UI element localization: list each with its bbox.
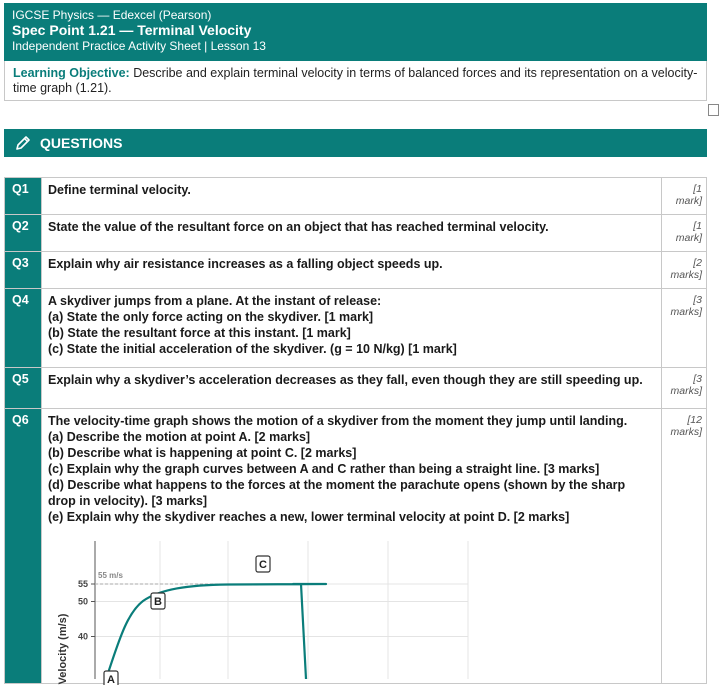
marks-label: [1 xyxy=(693,183,702,195)
questions-table xyxy=(4,177,707,684)
velocity-curve xyxy=(106,584,326,679)
header-banner xyxy=(4,3,707,61)
y-axis-label: Velocity (m/s) xyxy=(57,613,69,685)
point-label: B xyxy=(154,596,162,608)
questions-heading-bar xyxy=(4,129,707,157)
y-tick-label: 55 xyxy=(77,579,88,589)
y-tick-label: 40 xyxy=(77,631,88,642)
page-title: Spec Point 1.21 — Terminal Velocity xyxy=(12,22,252,38)
question-number: Q6 xyxy=(5,409,42,684)
marks-cell xyxy=(662,215,707,252)
question-text xyxy=(42,368,662,409)
reference-label: 55 m/s xyxy=(98,571,123,580)
question-text xyxy=(42,289,662,368)
question-line: (a) Describe the motion at point A. [2 marks] xyxy=(48,430,311,444)
marks-label: marks] xyxy=(670,269,702,281)
question-line: Explain why a skydiver’s acceleration decreases as they fall, even though they are still speeding up. xyxy=(48,373,643,387)
marks-label: marks] xyxy=(670,306,702,318)
question-number: Q1 xyxy=(5,178,42,215)
question-line: State the value of the resultant force on an object that has reached terminal velocity. xyxy=(48,220,549,234)
pencil-icon xyxy=(14,134,32,152)
question-line: The velocity-time graph shows the motion of a skydiver from the moment they jump until landing. xyxy=(48,414,628,428)
marks-label: [3 xyxy=(693,294,702,306)
question-line: Explain why air resistance increases as a falling object speeds up. xyxy=(48,257,443,271)
marks-cell xyxy=(662,368,707,409)
question-line: (a) State the only force acting on the skydiver. [1 mark] xyxy=(48,310,374,324)
velocity-time-graph xyxy=(48,539,608,685)
question-row xyxy=(5,178,707,215)
question-row xyxy=(5,289,707,368)
question-row xyxy=(5,368,707,409)
learning-objective xyxy=(4,61,707,101)
objective-text: Describe and explain terminal velocity in terms of balanced forces and its representation on a velocity-time graph (1.21). xyxy=(13,66,698,95)
question-number: Q4 xyxy=(5,289,42,368)
question-row xyxy=(5,215,707,252)
marks-label: [12 xyxy=(687,414,702,426)
question-line: (d) Describe what happens to the forces at the moment the parachute opens (shown by the sharp drop in velocity). [3 marks] xyxy=(48,478,626,508)
question-text xyxy=(42,178,662,215)
marks-cell xyxy=(662,178,707,215)
question-line: (b) Describe what is happening at point C. [2 marks] xyxy=(48,446,357,460)
question-text xyxy=(42,215,662,252)
marks-cell xyxy=(662,289,707,368)
questions-heading: QUESTIONS xyxy=(40,135,123,151)
marks-label: mark] xyxy=(675,232,702,244)
marks-cell xyxy=(662,252,707,289)
y-tick-label: 50 xyxy=(77,596,88,607)
question-number: Q3 xyxy=(5,252,42,289)
marks-label: marks] xyxy=(670,426,702,438)
point-label: A xyxy=(107,674,115,685)
question-line: A skydiver jumps from a plane. At the instant of release: xyxy=(48,294,382,308)
question-line: (e) Explain why the skydiver reaches a new, lower terminal velocity at point D. [2 marks] xyxy=(48,510,570,524)
question-row xyxy=(5,252,707,289)
marks-label: marks] xyxy=(670,385,702,397)
question-line: (c) Explain why the graph curves between A and C rather than being a straight line. [3 marks] xyxy=(48,462,600,476)
page-edge-box xyxy=(708,104,719,116)
marks-label: mark] xyxy=(675,195,702,207)
page-subtitle: Independent Practice Activity Sheet | Lesson 13 xyxy=(12,39,266,53)
question-row xyxy=(5,409,707,684)
question-line: (b) State the resultant force at this instant. [1 mark] xyxy=(48,326,351,340)
course-name: IGCSE Physics — Edexcel (Pearson) xyxy=(12,8,212,22)
question-line: Define terminal velocity. xyxy=(48,183,191,197)
marks-label: [3 xyxy=(693,373,702,385)
question-text xyxy=(42,409,662,684)
objective-label: Learning Objective: xyxy=(13,66,130,80)
question-line: (c) State the initial acceleration of the skydiver. (g = 10 N/kg) [1 mark] xyxy=(48,342,457,356)
question-number: Q5 xyxy=(5,368,42,409)
marks-cell xyxy=(662,409,707,684)
marks-label: [1 xyxy=(693,220,702,232)
point-label: C xyxy=(259,559,267,571)
marks-label: [2 xyxy=(693,257,702,269)
question-text xyxy=(42,252,662,289)
question-number: Q2 xyxy=(5,215,42,252)
